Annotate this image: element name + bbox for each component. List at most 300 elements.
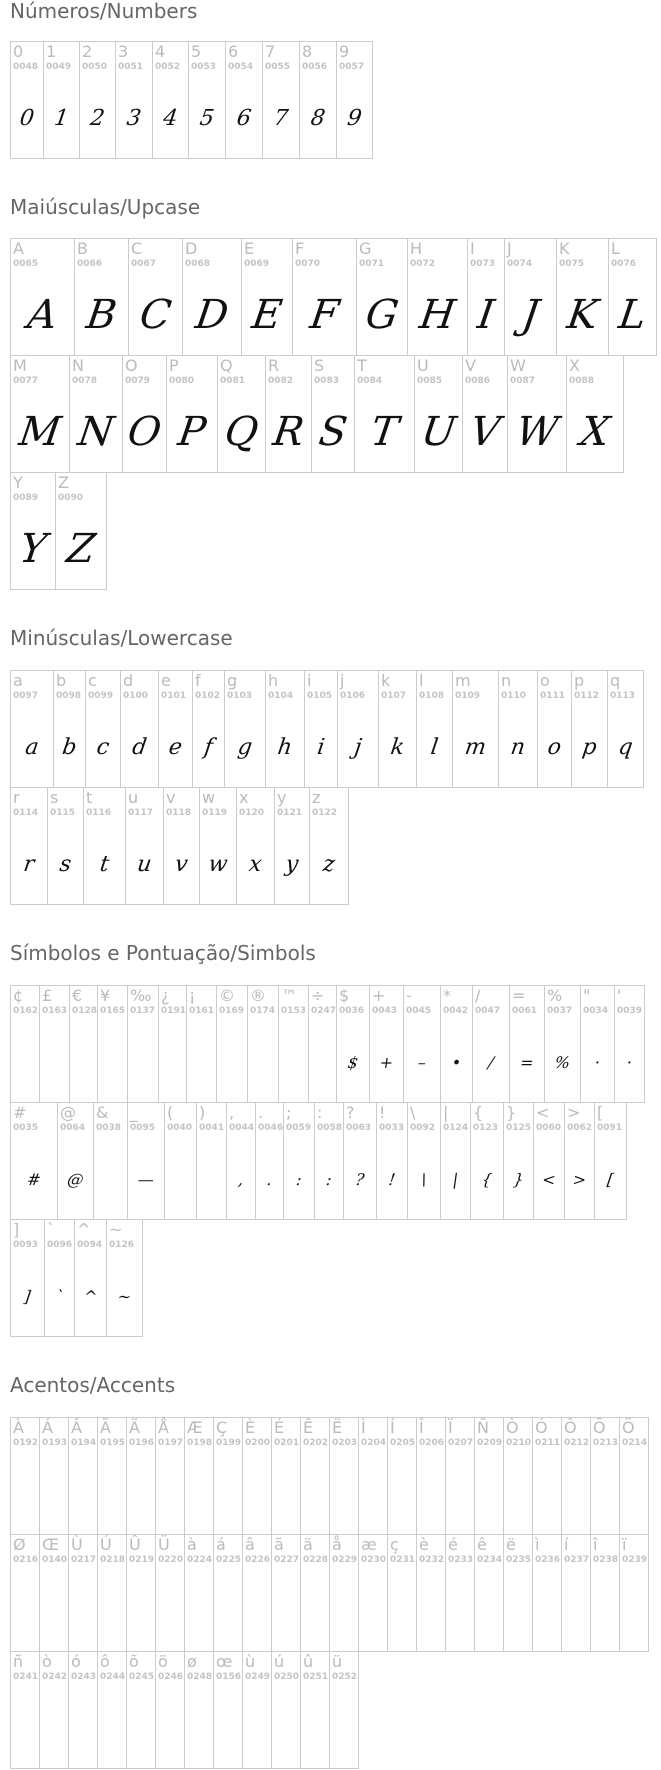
- glyph-code: 0239: [622, 1555, 648, 1565]
- glyph-character: È: [245, 1418, 256, 1437]
- glyph-cell: [247, 985, 279, 1103]
- glyph-character: ã: [274, 1535, 284, 1554]
- glyph-code: 0109: [455, 691, 481, 701]
- glyph-character: Ú: [100, 1535, 112, 1554]
- glyph-sample: Y: [16, 526, 50, 572]
- glyph-character: D: [185, 239, 198, 258]
- glyph-cell: [125, 787, 164, 905]
- glyph-code: 0078: [72, 376, 98, 386]
- glyph-sample: [164, 1143, 197, 1215]
- glyph-code: 0061: [512, 1006, 538, 1016]
- glyph-cell: [564, 1102, 595, 1220]
- glyph-character: ): [199, 1103, 206, 1122]
- glyph-cell: [10, 472, 56, 590]
- glyph-code: 0128: [72, 1006, 98, 1016]
- glyph-cell: [283, 1102, 315, 1220]
- glyph-code: 0084: [357, 376, 383, 386]
- glyph-character: T: [357, 356, 367, 375]
- glyph-sample: —: [136, 1169, 156, 1189]
- glyph-code: 0105: [307, 691, 333, 701]
- glyph-cell: [619, 1417, 649, 1535]
- glyph-cell: [10, 1219, 45, 1337]
- glyph-code: 0214: [622, 1438, 648, 1448]
- glyph-sample: z: [321, 851, 337, 877]
- glyph-cell: [474, 1417, 504, 1535]
- glyph-code: 0056: [302, 62, 328, 72]
- glyph-sample: [68, 1575, 98, 1647]
- glyph-cell: [39, 1651, 69, 1769]
- glyph-sample: m: [463, 734, 488, 760]
- glyph-code: 0206: [419, 1438, 445, 1448]
- glyph-character: ë: [506, 1535, 516, 1554]
- glyph-code: 0196: [129, 1438, 155, 1448]
- glyph-code: 0070: [295, 259, 321, 269]
- glyph-cell: [403, 985, 441, 1103]
- glyph-cell: [470, 1102, 504, 1220]
- glyph-character: ç: [390, 1535, 399, 1554]
- glyph-code: 0113: [610, 691, 636, 701]
- glyph-code: 0205: [390, 1438, 416, 1448]
- glyph-code: 0062: [567, 1123, 593, 1133]
- glyph-code: 0197: [158, 1438, 184, 1448]
- glyph-cell: [39, 985, 70, 1103]
- glyph-character: @: [60, 1103, 76, 1122]
- glyph-cell: [10, 1651, 40, 1769]
- glyph-character: À: [13, 1418, 24, 1437]
- glyph-cell: [467, 238, 505, 356]
- glyph-code: 0111: [540, 691, 566, 701]
- glyph-character: ¢: [13, 986, 24, 1005]
- glyph-cell: [126, 1534, 156, 1652]
- glyph-character: }: [506, 1103, 517, 1122]
- glyph-cell: [79, 41, 116, 159]
- glyph-character: :: [317, 1103, 323, 1122]
- glyph-character: ¥: [100, 986, 111, 1005]
- glyph-code: 0220: [158, 1555, 184, 1565]
- glyph-cell: [184, 1417, 214, 1535]
- glyph-code: 0050: [82, 62, 108, 72]
- glyph-character: $: [339, 986, 350, 1005]
- glyph-code: 0085: [417, 376, 443, 386]
- glyph-code: 0245: [129, 1672, 155, 1682]
- glyph-character: ^: [77, 1220, 91, 1239]
- glyph-cell: [356, 238, 408, 356]
- glyph-character: q: [610, 671, 621, 690]
- glyph-character: <: [536, 1103, 550, 1122]
- glyph-sample: [503, 1458, 533, 1530]
- glyph-sample: [242, 1692, 272, 1764]
- glyph-cell: [416, 670, 453, 788]
- glyph-cell: [445, 1534, 475, 1652]
- glyph-code: 0043: [372, 1006, 398, 1016]
- glyph-sample: }: [512, 1169, 525, 1189]
- glyph-character: ä: [303, 1535, 313, 1554]
- glyph-character: Ç: [216, 1418, 228, 1437]
- glyph-cell: [278, 985, 309, 1103]
- glyph-character: Å: [158, 1418, 169, 1437]
- glyph-sample: [68, 1692, 98, 1764]
- glyph-sample: [10, 1026, 40, 1098]
- glyph-sample: t: [98, 851, 111, 877]
- glyph-sample: [561, 1575, 591, 1647]
- glyph-code: 0251: [303, 1672, 329, 1682]
- glyph-cell: [166, 355, 218, 473]
- glyph-character: B: [77, 239, 88, 258]
- glyph-character: Ù: [71, 1535, 83, 1554]
- glyph-code: 0106: [340, 691, 366, 701]
- glyph-cell: [126, 1417, 156, 1535]
- glyph-cell: [533, 1102, 565, 1220]
- glyph-sample: [416, 1458, 446, 1530]
- glyph-cell: [127, 985, 159, 1103]
- glyph-cell: [271, 1651, 301, 1769]
- glyph-cell: [292, 238, 357, 356]
- glyph-character: 9: [339, 42, 350, 61]
- glyph-character: C: [131, 239, 143, 258]
- glyph-sample: 9: [345, 105, 364, 131]
- glyph-character: ,: [229, 1103, 235, 1122]
- glyph-sample: J: [519, 292, 542, 338]
- glyph-sample: F: [307, 292, 342, 338]
- glyph-character: ™: [281, 986, 297, 1005]
- glyph-cell: [10, 355, 70, 473]
- glyph-cell: [262, 41, 300, 159]
- glyph-character: á: [216, 1535, 226, 1554]
- glyph-cell: [265, 355, 312, 473]
- glyph-character: ö: [158, 1652, 168, 1671]
- glyph-cell: [300, 1417, 330, 1535]
- glyph-sample: [590, 1575, 620, 1647]
- glyph-character: {: [473, 1103, 484, 1122]
- glyph-character: ñ: [13, 1652, 24, 1671]
- glyph-character: Í: [390, 1418, 395, 1437]
- glyph-cell: [126, 1651, 156, 1769]
- glyph-cell: [571, 670, 608, 788]
- glyph-code: 0076: [611, 259, 637, 269]
- glyph-cell: [299, 41, 337, 159]
- glyph-code: 0163: [42, 1006, 68, 1016]
- glyph-cell: [329, 1417, 359, 1535]
- glyph-cell: [255, 1102, 284, 1220]
- glyph-character: É: [274, 1418, 285, 1437]
- glyph-sample: T: [367, 409, 402, 455]
- glyph-character: £: [42, 986, 53, 1005]
- glyph-sample: >: [571, 1169, 588, 1189]
- glyph-sample: ·: [625, 1052, 634, 1072]
- glyph-sample: Z: [63, 526, 99, 572]
- glyph-code: 0095: [130, 1123, 156, 1133]
- glyph-cell: [556, 238, 609, 356]
- glyph-code: 0042: [443, 1006, 469, 1016]
- glyph-code: 0193: [42, 1438, 68, 1448]
- glyph-character: Z: [58, 473, 69, 492]
- glyph-character: |: [443, 1103, 449, 1122]
- glyph-sample: 3: [125, 105, 143, 131]
- glyph-sample: [271, 1692, 301, 1764]
- glyph-code: 0074: [507, 259, 533, 269]
- glyph-character: ó: [71, 1652, 81, 1671]
- glyph-cell: [329, 1534, 359, 1652]
- glyph-character: P: [169, 356, 179, 375]
- glyph-sample: [503, 1575, 533, 1647]
- glyph-sample: n: [509, 734, 527, 760]
- glyph-cell: [337, 670, 379, 788]
- glyph-code: 0161: [189, 1006, 215, 1016]
- glyph-code: 0038: [96, 1123, 122, 1133]
- glyph-character: ü: [332, 1652, 343, 1671]
- glyph-code: 0232: [419, 1555, 445, 1565]
- glyph-sample: !: [387, 1169, 397, 1189]
- glyph-code: 0040: [167, 1123, 193, 1133]
- glyph-code: 0066: [77, 259, 103, 269]
- glyph-sample: b: [60, 734, 79, 760]
- glyph-sample: [242, 1458, 272, 1530]
- glyph-code: 0081: [220, 376, 246, 386]
- glyph-cell: [155, 1534, 185, 1652]
- glyph-code: 0201: [274, 1438, 300, 1448]
- glyph-code: 0054: [228, 62, 254, 72]
- section-title-accents: Acentos/Accents: [10, 1373, 176, 1397]
- glyph-code: 0064: [60, 1123, 86, 1133]
- glyph-character: Û: [129, 1535, 141, 1554]
- glyph-code: 0162: [13, 1006, 39, 1016]
- glyph-character: Ì: [361, 1418, 366, 1437]
- glyph-character: G: [359, 239, 372, 258]
- glyph-sample: ]: [23, 1286, 32, 1306]
- glyph-sample: [278, 1026, 309, 1098]
- glyph-sample: y: [284, 851, 300, 877]
- glyph-code: 0242: [42, 1672, 68, 1682]
- glyph-character: n: [501, 671, 512, 690]
- glyph-sample: [416, 1575, 446, 1647]
- glyph-sample: q: [616, 734, 635, 760]
- glyph-character: ÷: [311, 986, 325, 1005]
- glyph-cell: [311, 355, 355, 473]
- glyph-code: 0200: [245, 1438, 271, 1448]
- glyph-character: v: [166, 788, 176, 807]
- glyph-cell: [241, 238, 293, 356]
- glyph-cell: [387, 1417, 417, 1535]
- glyph-sample: [10, 1575, 40, 1647]
- glyph-cell: [309, 787, 349, 905]
- glyph-code: 0063: [346, 1123, 372, 1133]
- glyph-cell: [184, 1651, 214, 1769]
- glyph-character: g: [227, 671, 238, 690]
- glyph-code: 0035: [13, 1123, 39, 1133]
- glyph-sample: L: [615, 292, 650, 338]
- glyph-code: 0124: [443, 1123, 469, 1133]
- glyph-sample: [184, 1575, 214, 1647]
- glyph-code: 0225: [216, 1555, 242, 1565]
- glyph-sample: f: [202, 734, 215, 760]
- glyph-character: t: [86, 788, 93, 807]
- glyph-cell: [507, 355, 567, 473]
- glyph-cell: [226, 1102, 256, 1220]
- glyph-character: 6: [228, 42, 239, 61]
- glyph-sample: [532, 1458, 562, 1530]
- glyph-sample: W: [513, 409, 561, 455]
- glyph-sample: S: [316, 409, 350, 455]
- glyph-code: 0249: [245, 1672, 271, 1682]
- glyph-code: 0195: [100, 1438, 126, 1448]
- glyph-character: œ: [216, 1652, 233, 1671]
- glyph-sample: [97, 1026, 128, 1098]
- glyph-sample: v: [173, 851, 190, 877]
- glyph-sample: [39, 1692, 69, 1764]
- glyph-sample: [213, 1575, 243, 1647]
- glyph-cell: [358, 1534, 388, 1652]
- glyph-cell: [590, 1534, 620, 1652]
- glyph-cell: [580, 985, 615, 1103]
- section-title-lowercase: Minúsculas/Lowercase: [10, 626, 233, 650]
- glyph-code: 0077: [13, 376, 39, 386]
- glyph-sample: [126, 1692, 156, 1764]
- glyph-character: Œ: [42, 1535, 60, 1554]
- glyph-sample: [474, 1458, 504, 1530]
- glyph-code: 0049: [46, 62, 72, 72]
- glyph-sample: c: [95, 734, 111, 760]
- glyph-character: A: [13, 239, 24, 258]
- glyph-sample: [10, 1458, 40, 1530]
- glyph-cell: [474, 1534, 504, 1652]
- glyph-code: 0088: [569, 376, 595, 386]
- glyph-sample: [: [606, 1169, 615, 1189]
- glyph-code: 0224: [187, 1555, 213, 1565]
- glyph-code: 0047: [475, 1006, 501, 1016]
- glyph-sample: H: [416, 292, 459, 338]
- glyph-character: o: [540, 671, 550, 690]
- glyph-code: 0107: [381, 691, 407, 701]
- glyph-cell: [561, 1417, 591, 1535]
- glyph-code: 0079: [125, 376, 151, 386]
- glyph-character: z: [312, 788, 321, 807]
- glyph-character: Î: [419, 1418, 424, 1437]
- glyph-character: ê: [477, 1535, 487, 1554]
- glyph-sample: [242, 1575, 272, 1647]
- glyph-code: 0052: [155, 62, 181, 72]
- glyph-sample: [213, 1458, 243, 1530]
- glyph-sample: [300, 1458, 330, 1530]
- glyph-code: 0068: [185, 259, 211, 269]
- glyph-character: m: [455, 671, 471, 690]
- glyph-code: 0041: [199, 1123, 225, 1133]
- glyph-sample: R: [270, 409, 307, 455]
- glyph-character: O: [125, 356, 138, 375]
- glyph-code: 0103: [227, 691, 253, 701]
- glyph-character: ô: [100, 1652, 110, 1671]
- glyph-character: Ñ: [477, 1418, 489, 1437]
- glyph-sample: 2: [88, 105, 107, 131]
- glyph-cell: [74, 1219, 107, 1337]
- glyph-sample: l: [429, 734, 440, 760]
- glyph-cell: [69, 985, 98, 1103]
- glyph-code: 0100: [123, 691, 149, 701]
- glyph-character: Æ: [187, 1418, 203, 1437]
- glyph-sample: [127, 1026, 159, 1098]
- glyph-sample: $: [346, 1052, 360, 1072]
- glyph-character: Ô: [564, 1418, 577, 1437]
- glyph-cell: [85, 670, 121, 788]
- glyph-character: *: [443, 986, 451, 1005]
- glyph-code: 0229: [332, 1555, 358, 1565]
- glyph-character: Ë: [332, 1418, 343, 1437]
- glyph-code: 0117: [128, 808, 154, 818]
- glyph-cell: [462, 355, 508, 473]
- glyph-cell: [188, 41, 226, 159]
- glyph-code: 0231: [390, 1555, 416, 1565]
- glyph-code: 0194: [71, 1438, 97, 1448]
- glyph-code: 0237: [564, 1555, 590, 1565]
- glyph-character: F: [295, 239, 305, 258]
- glyph-character: W: [510, 356, 526, 375]
- glyph-sample: [329, 1458, 359, 1530]
- glyph-code: 0091: [597, 1123, 623, 1133]
- glyph-cell: [561, 1534, 591, 1652]
- glyph-code: 0059: [286, 1123, 312, 1133]
- glyph-character: €: [72, 986, 83, 1005]
- glyph-code: 0072: [410, 259, 436, 269]
- glyph-sample: `: [54, 1286, 65, 1306]
- glyph-character: ®: [250, 986, 266, 1005]
- glyph-cell: [158, 670, 193, 788]
- glyph-sample: 1: [52, 105, 71, 131]
- glyph-code: 0083: [314, 376, 340, 386]
- glyph-cell: [53, 670, 86, 788]
- glyph-cell: [242, 1534, 272, 1652]
- glyph-character: -: [406, 986, 412, 1005]
- glyph-cell: [10, 41, 44, 159]
- glyph-character: &: [96, 1103, 109, 1122]
- glyph-cell: [186, 985, 217, 1103]
- glyph-code: 0198: [187, 1438, 213, 1448]
- glyph-cell: [503, 1417, 533, 1535]
- glyph-sample: [247, 1026, 279, 1098]
- glyph-character: ì: [535, 1535, 540, 1554]
- glyph-sample: 0: [18, 105, 36, 131]
- glyph-cell: [57, 1102, 94, 1220]
- glyph-sample: ·: [593, 1052, 602, 1072]
- glyph-code: 0120: [239, 808, 265, 818]
- glyph-sample: [39, 1575, 69, 1647]
- glyph-character: Ò: [506, 1418, 519, 1437]
- glyph-sample: K: [564, 292, 601, 338]
- glyph-code: 0082: [268, 376, 294, 386]
- glyph-character: î: [593, 1535, 598, 1554]
- glyph-sample: 8: [309, 105, 327, 131]
- glyph-cell: [376, 1102, 408, 1220]
- glyph-character: y: [277, 788, 287, 807]
- glyph-cell: [440, 985, 473, 1103]
- glyph-sample: <: [540, 1169, 558, 1189]
- glyph-sample: 6: [235, 105, 253, 131]
- glyph-cell: [407, 238, 468, 356]
- glyph-character: w: [202, 788, 216, 807]
- glyph-sample: •: [450, 1052, 463, 1072]
- glyph-sample: #: [25, 1169, 43, 1189]
- glyph-cell: [97, 1651, 127, 1769]
- glyph-character: 1: [46, 42, 57, 61]
- glyph-sample: A: [24, 292, 61, 338]
- glyph-sample: [590, 1458, 620, 1530]
- glyph-character: l: [419, 671, 424, 690]
- glyph-sample: M: [16, 409, 64, 455]
- glyph-code: 0241: [13, 1672, 39, 1682]
- glyph-cell: [97, 1534, 127, 1652]
- glyph-sample: p: [580, 734, 599, 760]
- glyph-sample: [196, 1143, 227, 1215]
- glyph-sample: I: [474, 292, 498, 338]
- section-title-numbers: Números/Numbers: [10, 0, 198, 23]
